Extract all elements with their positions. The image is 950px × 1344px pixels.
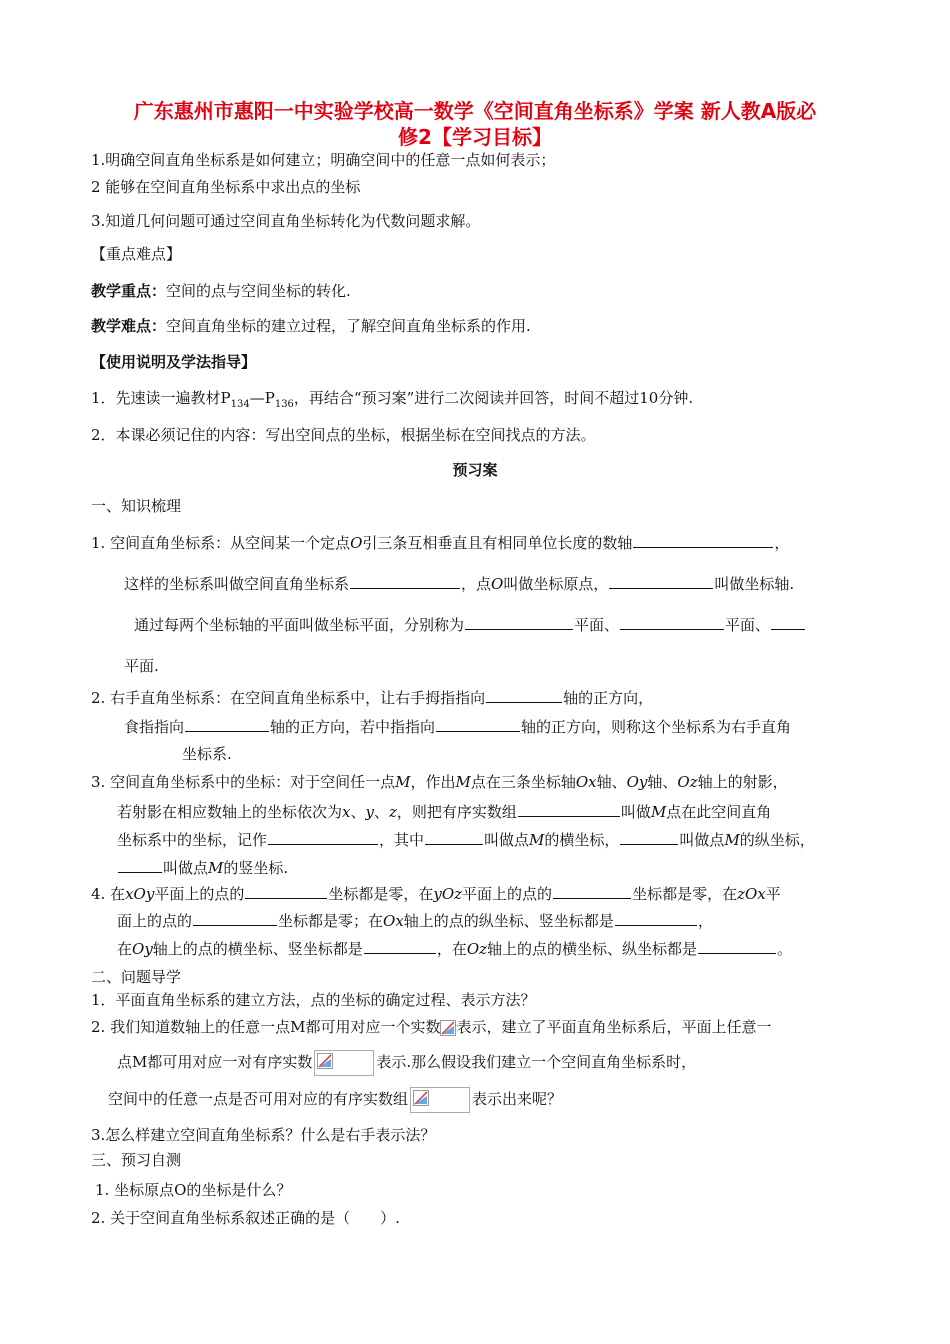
answer-blank[interactable] <box>620 829 678 845</box>
point-o: O <box>350 534 363 552</box>
answer-blank[interactable] <box>615 910 697 926</box>
text: 点M都可用对应一对有序实数 <box>117 1053 313 1071</box>
document-title-line1: 广东惠州市惠阳一中实验学校高一数学《空间直角坐标系》学案 新人教A版必 <box>133 99 817 123</box>
point-m: M <box>650 803 667 821</box>
text: 轴、 <box>596 773 627 791</box>
section1-q4-line3 <box>117 938 792 959</box>
guide-item-1-text-b: —P <box>249 389 275 407</box>
answer-blank[interactable] <box>193 910 277 926</box>
text: 点在三条坐标轴 <box>470 773 576 791</box>
focus-label: 教学重点： <box>91 282 167 300</box>
section2-q2-line3 <box>108 1087 562 1113</box>
text: 在 <box>117 940 133 958</box>
section3-q1: 1. 坐标原点O的坐标是什么？ <box>95 1181 292 1199</box>
guide-item-1 <box>91 388 693 415</box>
text: 叫做点 <box>163 859 209 877</box>
text: 平面、 <box>725 616 771 634</box>
text: 叫做 <box>620 803 651 821</box>
section2-q2-line1 <box>91 1017 771 1037</box>
text: 引三条互相垂直且有相同单位长度的数轴 <box>362 534 633 552</box>
text: 4. 在 <box>91 885 126 903</box>
page-start: 134 <box>230 399 250 410</box>
teaching-focus <box>91 281 351 301</box>
guide-header: 【使用说明及学法指导】 <box>91 353 257 371</box>
axis-oy: Oy <box>132 940 153 958</box>
text: ， <box>697 912 713 930</box>
text: 食指指向 <box>124 718 185 736</box>
answer-blank[interactable] <box>698 938 776 954</box>
text: 表示出来呢？ <box>472 1090 563 1108</box>
section1-q3-line1 <box>91 772 788 792</box>
point-o: O <box>491 575 504 593</box>
text: ， <box>774 534 790 552</box>
teaching-difficulty <box>91 316 531 336</box>
answer-blank[interactable] <box>633 532 773 548</box>
section3-header: 三、预习自测 <box>91 1151 182 1169</box>
broken-image-placeholder <box>314 1050 374 1076</box>
text: 轴的正方向，若中指指向 <box>270 718 436 736</box>
objective-1: 1.明确空间直角坐标系是如何建立；明确空间中的任意一点如何表示； <box>91 151 556 169</box>
text: 轴上的点的横坐标、纵坐标都是 <box>487 940 698 958</box>
point-m: M <box>455 773 471 791</box>
text: 轴上的点的纵坐标、竖坐标都是 <box>403 912 614 930</box>
text: 表示，建立了平面直角坐标系后，平面上任意一 <box>456 1018 772 1036</box>
difficulty-text: 空间直角坐标的建立过程，了解空间直角坐标系的作用. <box>166 317 531 335</box>
plane-yoz: yOz <box>433 885 463 903</box>
section1-q3-line3 <box>117 829 815 850</box>
text: ，则把有序实数组 <box>396 803 517 821</box>
plane-zox: zOx <box>737 885 766 903</box>
text: 若射影在相应数轴上的坐标依次为 <box>117 803 343 821</box>
point-m: M <box>208 859 224 877</box>
guide-item-1-text-c: ，再结合“预习案”进行二次阅读并回答，时间不超过10分钟. <box>293 389 694 407</box>
objective-3: 3.知道几何问题可通过空间直角坐标转化为代数问题求解。 <box>91 212 481 230</box>
section1-q1-line1 <box>91 532 789 553</box>
objective-2: 2 能够在空间直角坐标系中求出点的坐标 <box>91 178 361 196</box>
text: 2. 我们知道数轴上的任意一点M都可用对应一个实数 <box>91 1018 441 1036</box>
text: 2. 右手直角坐标系：在空间直角坐标系中，让右手拇指指向 <box>91 689 486 707</box>
key-points-header: 【重点难点】 <box>91 245 182 263</box>
text: 面上的点的 <box>117 912 193 930</box>
section2-q1: 1．平面直角坐标系的建立方法，点的坐标的确定过程、表示方法？ <box>91 991 536 1009</box>
text: ，作出 <box>410 773 456 791</box>
answer-blank[interactable] <box>486 687 562 703</box>
text: 平面上的点的 <box>154 885 245 903</box>
text: 通过每两个坐标轴的平面叫做坐标平面，分别称为 <box>134 616 465 634</box>
text: 叫做坐标轴. <box>714 575 795 593</box>
section1-q2-line1 <box>91 687 653 708</box>
text: 叫做坐标原点， <box>503 575 609 593</box>
text: 平 <box>765 885 781 903</box>
focus-text: 空间的点与空间坐标的转化. <box>166 282 351 300</box>
point-m: M <box>529 831 545 849</box>
broken-image-icon <box>413 1090 429 1106</box>
answer-blank[interactable] <box>185 716 269 732</box>
text: 1. 空间直角坐标系：从空间某一个定点 <box>91 534 351 552</box>
answer-blank[interactable] <box>350 573 460 589</box>
section3-q2: 2. 关于空间直角坐标系叙述正确的是（ ）. <box>91 1209 400 1227</box>
text: 轴的正方向， <box>563 689 654 707</box>
text: 的横坐标， <box>544 831 620 849</box>
coord-z: z <box>389 803 397 821</box>
text: 3. 空间直角坐标系中的坐标：对于空间任一点 <box>91 773 396 791</box>
section1-q1-line3 <box>134 614 806 635</box>
answer-blank[interactable] <box>425 829 483 845</box>
preview-title: 预习案 <box>452 461 498 479</box>
broken-image-icon <box>440 1020 456 1036</box>
section1-q4-line1 <box>91 883 781 904</box>
section1-q3-line4 <box>117 857 288 878</box>
text: 坐标系中的坐标，记作 <box>117 831 268 849</box>
text: 。 <box>777 940 793 958</box>
text: 平面、 <box>574 616 620 634</box>
coord-y: y <box>365 803 374 821</box>
section2-header: 二、问题导学 <box>91 968 182 986</box>
text: 的纵坐标， <box>739 831 815 849</box>
answer-blank[interactable] <box>268 829 378 845</box>
text: 坐标都是零，在 <box>632 885 738 903</box>
text: 、 <box>350 803 366 821</box>
coord-x: x <box>342 803 351 821</box>
answer-blank[interactable] <box>465 614 573 630</box>
text: 点在此空间直角 <box>666 803 772 821</box>
text: 空间中的任意一点是否可用对应的有序实数组 <box>108 1090 409 1108</box>
section1-header: 一、知识梳理 <box>91 497 182 515</box>
section1-q2-line3: 坐标系. <box>182 745 232 763</box>
text: ，在 <box>436 940 467 958</box>
section1-q4-line2 <box>117 910 713 931</box>
text: 叫做点 <box>679 831 725 849</box>
text: 轴的正方向，则称这个坐标系为右手直角 <box>521 718 792 736</box>
text: 表示.那么假设我们建立一个空间直角坐标系时， <box>376 1053 697 1071</box>
plane-xoy: xOy <box>125 885 155 903</box>
axis-ox: Ox <box>575 773 597 791</box>
text: 叫做点 <box>484 831 530 849</box>
point-m: M <box>395 773 411 791</box>
answer-blank[interactable] <box>609 573 713 589</box>
guide-item-2: 2．本课必须记住的内容：写出空间点的坐标，根据坐标在空间找点的方法。 <box>91 426 596 444</box>
text: 轴上的点的横坐标、竖坐标都是 <box>152 940 363 958</box>
section1-q2-line2 <box>124 716 791 737</box>
axis-oz: Oz <box>677 773 698 791</box>
text: 坐标都是零；在 <box>278 912 384 930</box>
axis-ox: Ox <box>383 912 404 930</box>
answer-blank[interactable] <box>364 938 436 954</box>
text: 平面上的点的 <box>462 885 553 903</box>
section1-q1-line2 <box>124 573 794 594</box>
text: 的竖坐标. <box>223 859 289 877</box>
point-m: M <box>724 831 740 849</box>
document-title-line2: 修2【学习目标】 <box>398 125 552 149</box>
section2-q3: 3.怎么样建立空间直角坐标系？什么是右手表示法？ <box>91 1126 436 1144</box>
answer-blank[interactable] <box>436 716 520 732</box>
answer-blank[interactable] <box>620 614 724 630</box>
guide-item-1-text-a: 1．先速读一遍教材P <box>91 389 231 407</box>
difficulty-label: 教学难点： <box>91 317 167 335</box>
axis-oz: Oz <box>466 940 488 958</box>
text: 这样的坐标系叫做空间直角坐标系 <box>124 575 350 593</box>
text: ，点 <box>461 575 492 593</box>
text: 、 <box>373 803 389 821</box>
answer-blank[interactable] <box>553 883 631 899</box>
text: ，其中 <box>379 831 425 849</box>
section2-q2-line2 <box>117 1050 696 1076</box>
answer-blank[interactable] <box>518 801 620 817</box>
text: 轴、 <box>647 773 678 791</box>
axis-oy: Oy <box>626 773 648 791</box>
broken-image-placeholder <box>410 1087 470 1113</box>
page-end: 136 <box>274 399 294 410</box>
broken-image-icon <box>317 1053 333 1069</box>
answer-blank[interactable] <box>771 614 805 630</box>
answer-blank[interactable] <box>118 857 162 873</box>
section1-q1-line4: 平面. <box>124 657 159 675</box>
section1-q3-line2 <box>117 801 771 822</box>
text: 轴上的射影， <box>697 773 788 791</box>
text: 坐标都是零，在 <box>328 885 434 903</box>
answer-blank[interactable] <box>245 883 327 899</box>
